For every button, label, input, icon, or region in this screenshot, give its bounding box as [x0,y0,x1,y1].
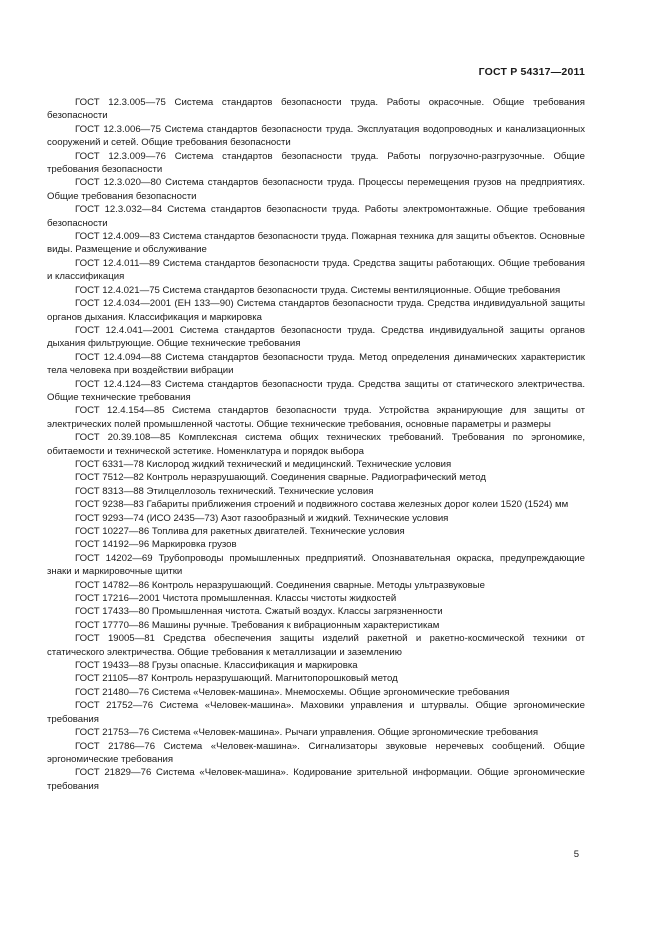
reference-entry: ГОСТ 21786—76 Система «Человек-машина». Сигнализаторы звуковые неречевых сообщений. Общие эргономические требования [47,740,585,765]
reference-entry: ГОСТ 17770—86 Машины ручные. Требования к вибрационным характеристикам [75,619,440,631]
reference-entry: ГОСТ 12.3.020—80 Система стандартов безопасности труда. Процессы перемещения грузов на предприятиях. Общие требования безопасности [47,177,585,202]
reference-entry: ГОСТ 17433—80 Промышленная чистота. Сжатый воздух. Классы загрязненности [75,606,443,618]
reference-entry: ГОСТ 12.4.154—85 Система стандартов безопасности труда. Устройства экранирующие для защиты от электрических полей промышленной частоты. Общие технические требования, основные параметры и размеры [47,405,585,430]
reference-entry: ГОСТ 17216—2001 Чистота промышленная. Классы чистоты жидкостей [75,593,397,605]
reference-entry: ГОСТ 12.3.006—75 Система стандартов безопасности труда. Эксплуатация водопроводных и канализационных сооружений и сетей. Общие требования безопасности [47,123,585,149]
reference-entry: ГОСТ 21752—76 Система «Человек-машина». Маховики управления и штурвалы. Общие эргономические требования [47,700,585,725]
reference-entry: ГОСТ 12.4.041—2001 Система стандартов безопасности труда. Средства индивидуальной защиты органов дыхания фильтрующие. Общие технические требования [47,324,585,350]
reference-entry: ГОСТ 20.39.108—85 Комплексная система общих технических требований. Требования по эргономике, обитаемости и технической эстетике. Номенклатура и порядок выбора [47,432,585,457]
reference-entry: ГОСТ 6331—78 Кислород жидкий технический и медицинский. Технические условия [75,458,452,470]
page-number: 5 [573,849,579,860]
reference-entry: ГОСТ 10227—86 Топлива для ракетных двигателей. Технические условия [75,526,405,537]
reference-entry: ГОСТ 14782—86 Контроль неразрушающий. Соединения сварные. Методы ультразвуковые [75,579,485,591]
reference-entry: ГОСТ 12.3.032—84 Система стандартов безопасности труда. Работы электромонтажные. Общие требования безопасности [47,204,585,229]
reference-entry: ГОСТ 21480—76 Система «Человек-машина». Мнемосхемы. Общие эргономические требования [75,686,510,698]
reference-entry: ГОСТ 21105—87 Контроль неразрушающий. Магнитопорошковый метод [75,673,398,685]
reference-entry: ГОСТ 14192—96 Маркировка грузов [75,539,237,551]
reference-entry: ГОСТ 12.3.009—76 Система стандартов безопасности труда. Работы погрузочно-разгрузочные. Общие требования безопасности [47,150,585,176]
reference-entry: ГОСТ 14202—69 Трубопроводы промышленных предприятий. Опознавательная окраска, предупреждающие знаки и маркировочные щитки [47,552,585,578]
reference-entry: ГОСТ 9293—74 (ИСО 2435—73) Азот газообразный и жидкий. Технические условия [75,512,449,524]
reference-entry: ГОСТ 12.4.009—83 Система стандартов безопасности труда. Пожарная техника для защиты объектов. Основные виды. Размещение и обслуживание [47,231,585,256]
reference-entry: ГОСТ 9238—83 Габариты приближения строений и подвижного состава железных дорог колеи 1520 (1524) мм [75,499,569,511]
reference-entry: ГОСТ 12.3.005—75 Система стандартов безопасности труда. Работы окрасочные. Общие требования безопасности [47,97,585,122]
reference-entry: ГОСТ 21829—76 Система «Человек-машина». Кодирование зрительной информации. Общие эргономические требования [47,767,585,792]
reference-entry: ГОСТ 12.4.021—75 Система стандартов безопасности труда. Системы вентиляционные. Общие требования [75,284,561,296]
references-list [47,96,585,793]
reference-entry: ГОСТ 12.4.094—88 Система стандартов безопасности труда. Метод определения динамических характеристик тела человека при воздействии вибрации [47,351,585,377]
reference-entry: ГОСТ 12.4.011—89 Система стандартов безопасности труда. Средства защиты работающих. Общие требования и классификация [47,257,585,283]
reference-entry: ГОСТ 12.4.034—2001 (ЕН 133—90) Система стандартов безопасности труда. Средства индивидуальной защиты органов дыхания. Классификация и маркировка [47,298,585,323]
reference-entry: ГОСТ 8313—88 Этилцеллозоль технический. Технические условия [75,485,374,497]
reference-entry: ГОСТ 7512—82 Контроль неразрушающий. Соединения сварные. Радиографический метод [75,472,486,484]
reference-entry: ГОСТ 19433—88 Грузы опасные. Классификация и маркировка [75,660,358,672]
reference-entry: ГОСТ 21753—76 Система «Человек-машина». Рычаги управления. Общие эргономические требования [75,727,539,739]
reference-entry: ГОСТ 12.4.124—83 Система стандартов безопасности труда. Средства защиты от статического электричества. Общие технические требования [47,378,585,403]
reference-entry: ГОСТ 19005—81 Средства обеспечения защиты изделий ракетной и ракетно-космической техники от статического электричества. Общие требования к металлизации и заземлению [47,633,585,658]
document-header: ГОСТ Р 54317—2011 [478,66,585,78]
